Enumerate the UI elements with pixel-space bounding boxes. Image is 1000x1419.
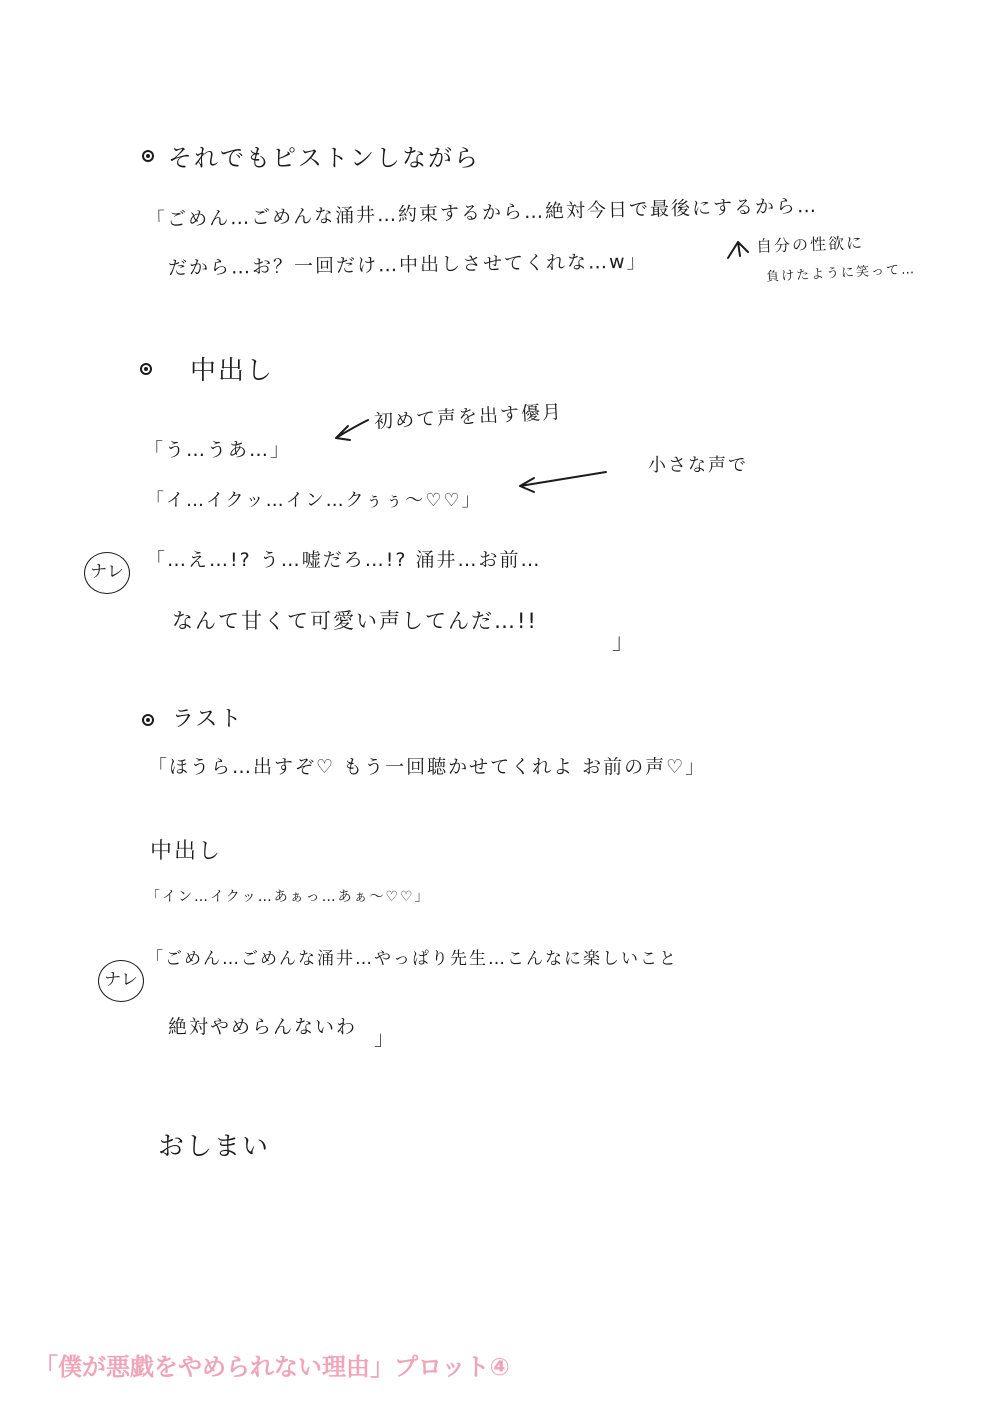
dialogue-line: 「ごめん…ごめんな涌井…やっぱり先生…こんなに楽しいこと xyxy=(146,949,678,969)
dialogue-line: 「ごめん…ごめんな涌井…約束するから…絶対今日で最後にするから… xyxy=(145,194,819,232)
ending-text: おしまい xyxy=(158,1132,271,1162)
section-heading: ラスト xyxy=(172,707,244,732)
direction-note: 初めて声を出す優月 xyxy=(373,401,564,433)
narration-marker: ナレ xyxy=(98,960,144,1002)
dialogue-close-bracket: 」 xyxy=(374,1026,396,1050)
dialogue-line: 絶対やめらんないわ xyxy=(168,1016,358,1038)
sub-heading: 中出し xyxy=(150,839,223,864)
arrow-line xyxy=(728,242,748,258)
dialogue-line: 「イン…イクッ…あぁっ…あぁ〜♡♡」 xyxy=(146,889,431,905)
direction-note: 小さな声で xyxy=(648,455,748,476)
dialogue-line: 「…え…!? う…嘘だろ…!? 涌井…お前… xyxy=(146,549,542,571)
section-heading: 中出し xyxy=(190,356,275,386)
dialogue-line: だから…お？一回だけ…中出しさせてくれな…w」 xyxy=(167,250,648,280)
narration-marker: ナレ xyxy=(84,552,130,594)
dialogue-line: 「ほうら…出すぞ♡ もう一回聴かせてくれよ お前の声♡」 xyxy=(148,756,707,778)
dialogue-close-bracket: 」 xyxy=(612,630,637,655)
dialogue-line: 「う…うあ…」 xyxy=(144,439,292,461)
arrow-line xyxy=(520,472,606,492)
section-heading: それでもピストンしながら xyxy=(168,144,480,172)
document-footer-title: 「僕が悪戯をやめられない理由」プロット④ xyxy=(34,1353,510,1381)
direction-note: 自分の性欲に xyxy=(755,233,865,256)
dialogue-line: なんて甘くて可愛い声してんだ…!! xyxy=(172,609,538,633)
arrow-line xyxy=(336,420,368,440)
direction-note: 負けたように笑って… xyxy=(765,262,917,285)
dialogue-line: 「イ…イクッ…イン…クぅぅ〜♡♡」 xyxy=(146,490,482,511)
